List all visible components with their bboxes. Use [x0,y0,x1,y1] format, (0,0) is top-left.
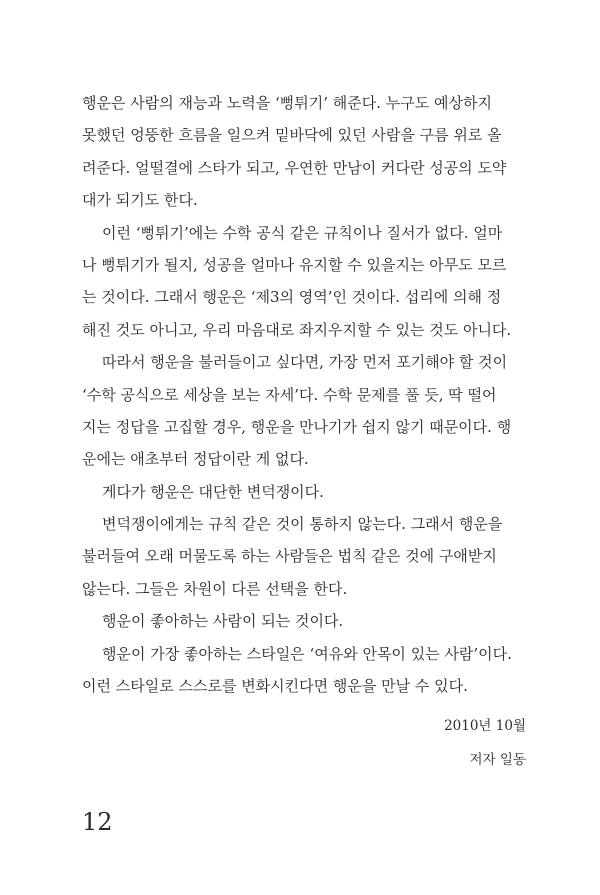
text-line: 행운이 가장 좋아하는 스타일은 ‘여유와 안목이 있는 사람’이다. [102,644,512,663]
page-number: 12 [82,808,113,836]
text-line: 이런 스타일로 스스로를 변화시킨다면 행운을 만날 수 있다. [82,677,468,696]
text-line: 행운은 사람의 재능과 노력을 ‘뻥튀기’ 해준다. 누구도 예상하지 [82,94,492,112]
text-line: 이런 ‘뻥튀기’에는 수학 공식 같은 규칙이나 질서가 없다. 얼마 [102,223,503,242]
text-line: ‘수학 공식으로 세상을 보는 자세’다. 수학 문제를 풀 듯, 딱 떨어 [82,385,497,404]
text-line: 따라서 행운을 불러들이고 싶다면, 가장 먼저 포기해야 할 것이 [102,353,508,372]
text-line: 게다가 행운은 대단한 변덕쟁이다. [102,482,324,501]
signature-date: 2010년 10월 [444,718,526,734]
text-line: 불러들여 오래 머물도록 하는 사람들은 법칙 같은 것에 구애받지 [82,547,497,566]
text-line: 못했던 엉뚱한 흐름을 일으켜 밑바닥에 있던 사람을 구름 위로 올 [82,126,502,145]
preface-text [82,93,530,708]
text-line: 해진 것도 아니고, 우리 마음대로 좌지우지할 수 있는 것도 아니다. [82,320,512,339]
text-line: 대가 되기도 한다. [82,191,198,210]
text-line: 나 뻥튀기가 될지, 성공을 얼마나 유지할 수 있을지는 아무도 모르 [82,255,507,274]
text-line: 려준다. 얼떨결에 스타가 되고, 우연한 만남이 커다란 성공의 도약 [82,158,507,177]
text-line: 지는 정답을 고집할 경우, 행운을 만나기가 쉽지 않기 때문이다. 행 [82,417,512,436]
text-line: 운에는 애초부터 정답이란 게 없다. [82,450,309,469]
text-line: 않는다. 그들은 차원이 다른 선택을 한다. [82,579,348,598]
text-line: 행운이 좋아하는 사람이 되는 것이다. [102,612,344,631]
text-line: 변덕쟁이에게는 규칙 같은 것이 통하지 않는다. 그래서 행운을 [102,515,503,534]
signature-author: 저자 일동 [469,752,526,768]
text-line: 는 것이다. 그래서 행운은 ‘제3의 영역’인 것이다. 섭리에 의해 정 [82,288,502,307]
